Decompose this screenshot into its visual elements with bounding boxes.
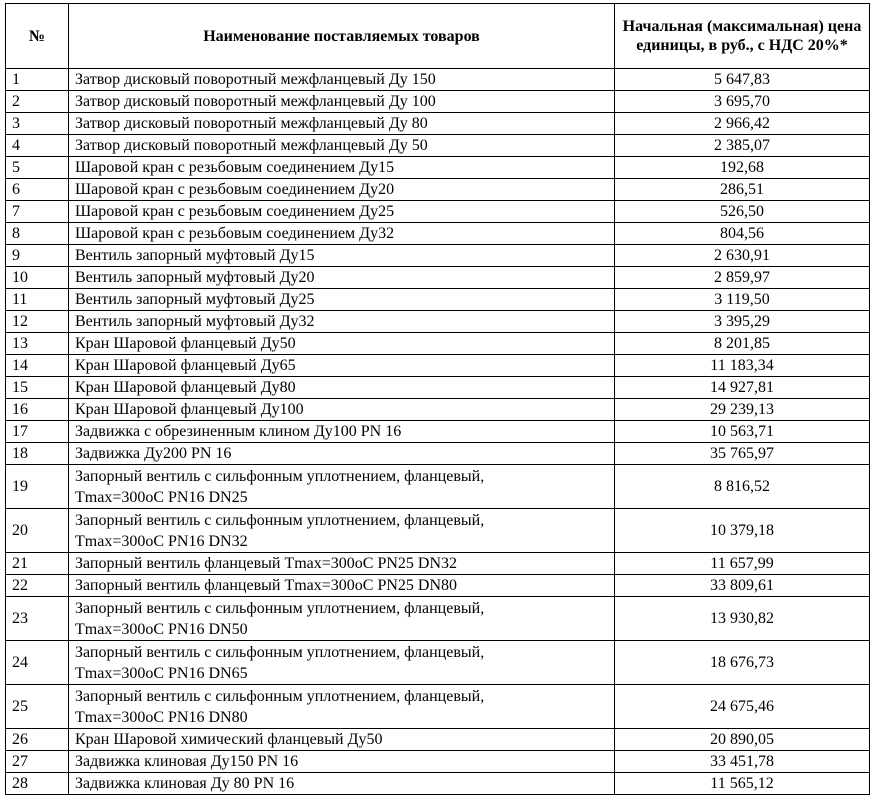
row-item-name: Запорный вентиль фланцевый Tmax=300oC PN25 DN32	[69, 553, 615, 575]
row-price: 35 765,97	[615, 443, 870, 465]
row-item-name: Задвижка Ду200 PN 16	[69, 443, 615, 465]
row-number: 6	[6, 179, 69, 201]
row-price: 804,56	[615, 223, 870, 245]
row-item-name: Затвор дисковый поворотный межфланцевый Ду 50	[69, 135, 615, 157]
header-item-name: Наименование поставляемых товаров	[69, 4, 615, 69]
row-number: 10	[6, 267, 69, 289]
table-row	[6, 421, 870, 443]
table-row	[6, 377, 870, 399]
row-item-name: Запорный вентиль с сильфонным уплотнением, фланцевый, Tmax=300oC PN16 DN65	[69, 641, 615, 685]
row-price: 526,50	[615, 201, 870, 223]
row-number: 18	[6, 443, 69, 465]
row-price: 29 239,13	[615, 399, 870, 421]
row-item-name: Вентиль запорный муфтовый Ду15	[69, 245, 615, 267]
table-row	[6, 201, 870, 223]
row-number: 16	[6, 399, 69, 421]
row-price: 11 657,99	[615, 553, 870, 575]
row-price: 2 385,07	[615, 135, 870, 157]
row-item-name: Кран Шаровой химический фланцевый Ду50	[69, 729, 615, 751]
table-row	[6, 553, 870, 575]
table-row	[6, 333, 870, 355]
row-item-name: Шаровой кран с резьбовым соединением Ду25	[69, 201, 615, 223]
row-item-name: Запорный вентиль с сильфонным уплотнением, фланцевый, Tmax=300oC PN16 DN25	[69, 465, 615, 509]
row-item-name: Кран Шаровой фланцевый Ду50	[69, 333, 615, 355]
row-number: 2	[6, 91, 69, 113]
table-row	[6, 465, 870, 509]
table-row	[6, 245, 870, 267]
row-number: 20	[6, 509, 69, 553]
table-row	[6, 69, 870, 91]
row-item-name: Вентиль запорный муфтовый Ду25	[69, 289, 615, 311]
table-row	[6, 443, 870, 465]
table-row	[6, 267, 870, 289]
row-price: 2 859,97	[615, 267, 870, 289]
row-item-name: Задвижка клиновая Ду 80 PN 16	[69, 773, 615, 795]
row-number: 3	[6, 113, 69, 135]
row-number: 15	[6, 377, 69, 399]
table-row	[6, 355, 870, 377]
row-number: 26	[6, 729, 69, 751]
row-number: 14	[6, 355, 69, 377]
header-price: Начальная (максимальная) цена единицы, в руб., с НДС 20%*	[615, 4, 870, 69]
row-price: 11 565,12	[615, 773, 870, 795]
row-item-name: Кран Шаровой фланцевый Ду65	[69, 355, 615, 377]
row-number: 12	[6, 311, 69, 333]
row-number: 21	[6, 553, 69, 575]
row-item-name: Кран Шаровой фланцевый Ду80	[69, 377, 615, 399]
table-body	[6, 69, 870, 795]
table-row	[6, 641, 870, 685]
table-row	[6, 773, 870, 795]
row-price: 14 927,81	[615, 377, 870, 399]
table-row	[6, 509, 870, 553]
row-number: 5	[6, 157, 69, 179]
row-number: 9	[6, 245, 69, 267]
table-row	[6, 113, 870, 135]
row-number: 4	[6, 135, 69, 157]
row-number: 24	[6, 641, 69, 685]
row-item-name: Запорный вентиль с сильфонным уплотнением, фланцевый, Tmax=300oC PN16 DN32	[69, 509, 615, 553]
row-price: 18 676,73	[615, 641, 870, 685]
row-number: 7	[6, 201, 69, 223]
table-row	[6, 685, 870, 729]
row-number: 22	[6, 575, 69, 597]
table-row	[6, 135, 870, 157]
row-price: 8 816,52	[615, 465, 870, 509]
row-number: 25	[6, 685, 69, 729]
row-price: 3 119,50	[615, 289, 870, 311]
table-row	[6, 91, 870, 113]
row-price: 13 930,82	[615, 597, 870, 641]
table-header	[6, 4, 870, 69]
row-item-name: Вентиль запорный муфтовый Ду32	[69, 311, 615, 333]
table-row	[6, 597, 870, 641]
row-number: 17	[6, 421, 69, 443]
table-row	[6, 729, 870, 751]
row-number: 28	[6, 773, 69, 795]
row-item-name: Затвор дисковый поворотный межфланцевый Ду 150	[69, 69, 615, 91]
row-number: 11	[6, 289, 69, 311]
table-row	[6, 289, 870, 311]
table-row	[6, 751, 870, 773]
row-price: 5 647,83	[615, 69, 870, 91]
row-price: 10 563,71	[615, 421, 870, 443]
row-price: 2 630,91	[615, 245, 870, 267]
row-number: 23	[6, 597, 69, 641]
row-price: 11 183,34	[615, 355, 870, 377]
row-item-name: Запорный вентиль фланцевый Tmax=300oC PN25 DN80	[69, 575, 615, 597]
row-item-name: Затвор дисковый поворотный межфланцевый Ду 80	[69, 113, 615, 135]
row-item-name: Задвижка клиновая Ду150 PN 16	[69, 751, 615, 773]
row-price: 192,68	[615, 157, 870, 179]
row-number: 8	[6, 223, 69, 245]
header-row	[6, 4, 870, 69]
table-row	[6, 311, 870, 333]
row-item-name: Запорный вентиль с сильфонным уплотнением, фланцевый, Tmax=300oC PN16 DN50	[69, 597, 615, 641]
row-price: 8 201,85	[615, 333, 870, 355]
row-item-name: Запорный вентиль с сильфонным уплотнением, фланцевый, Tmax=300oC PN16 DN80	[69, 685, 615, 729]
row-price: 2 966,42	[615, 113, 870, 135]
row-item-name: Шаровой кран с резьбовым соединением Ду15	[69, 157, 615, 179]
row-number: 13	[6, 333, 69, 355]
table-row	[6, 179, 870, 201]
row-price: 24 675,46	[615, 685, 870, 729]
row-price: 20 890,05	[615, 729, 870, 751]
table-row	[6, 399, 870, 421]
row-item-name: Кран Шаровой фланцевый Ду100	[69, 399, 615, 421]
row-number: 19	[6, 465, 69, 509]
row-price: 3 695,70	[615, 91, 870, 113]
row-price: 10 379,18	[615, 509, 870, 553]
row-price: 286,51	[615, 179, 870, 201]
table-row	[6, 223, 870, 245]
price-table	[5, 3, 870, 795]
row-item-name: Вентиль запорный муфтовый Ду20	[69, 267, 615, 289]
row-price: 33 451,78	[615, 751, 870, 773]
row-price: 3 395,29	[615, 311, 870, 333]
table-row	[6, 575, 870, 597]
row-item-name: Шаровой кран с резьбовым соединением Ду20	[69, 179, 615, 201]
row-item-name: Задвижка с обрезиненным клином Ду100 PN 16	[69, 421, 615, 443]
row-item-name: Затвор дисковый поворотный межфланцевый Ду 100	[69, 91, 615, 113]
header-number: №	[6, 4, 69, 69]
row-number: 1	[6, 69, 69, 91]
row-price: 33 809,61	[615, 575, 870, 597]
row-number: 27	[6, 751, 69, 773]
table-row	[6, 157, 870, 179]
row-item-name: Шаровой кран с резьбовым соединением Ду32	[69, 223, 615, 245]
